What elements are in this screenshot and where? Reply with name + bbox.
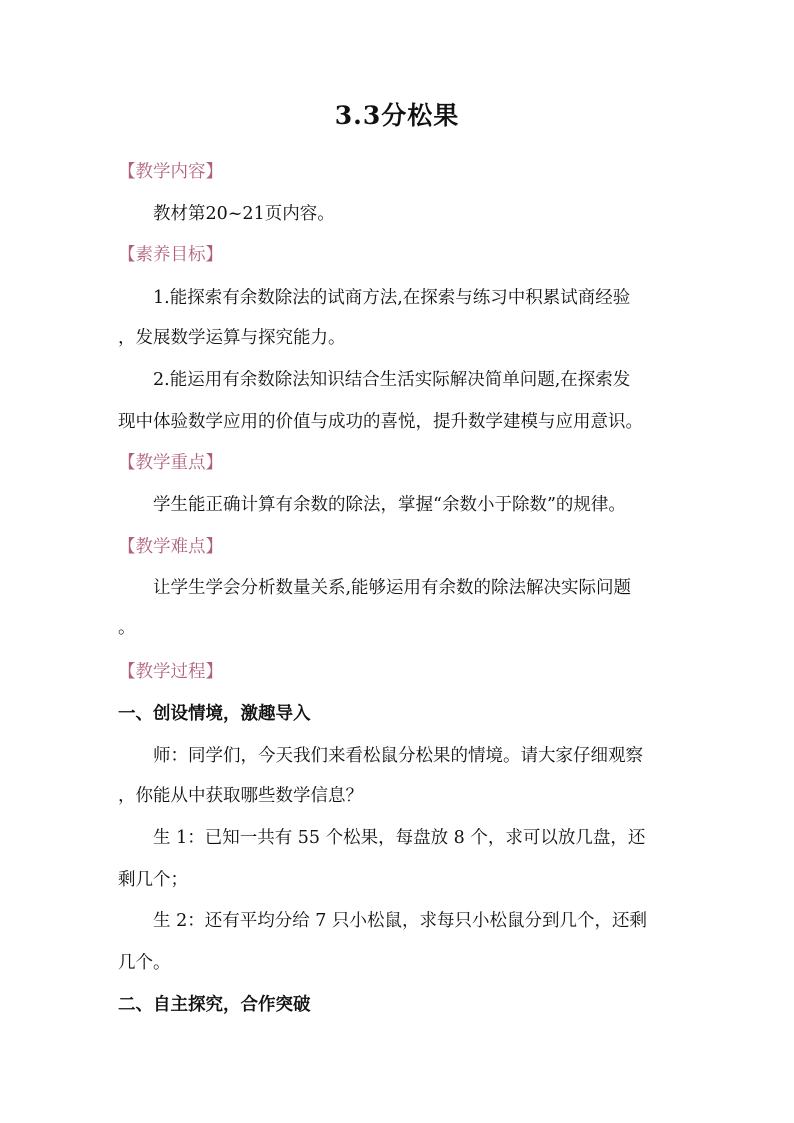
goal1-line1: 1.能探索有余数除法的试商方法,在探索与练习中积累试商经验 bbox=[153, 288, 631, 308]
goal1-line2: ，发展数学运算与探究能力。 bbox=[118, 328, 346, 348]
section-heading-key: 【教学重点】 bbox=[118, 453, 223, 473]
teacher-line2: ，你能从中获取哪些数学信息？ bbox=[118, 786, 363, 806]
student2-line1: 生 2：还有平均分给 7 只小松鼠，求每只小松鼠分到几个，还剩 bbox=[153, 911, 647, 931]
section-heading-content: 【教学内容】 bbox=[118, 162, 223, 182]
page-title: 3.3分松果 bbox=[334, 101, 460, 130]
goal2-line2: 现中体验数学应用的价值与成功的喜悦，提升数学建模与应用意识。 bbox=[118, 412, 643, 432]
section-heading-process: 【教学过程】 bbox=[118, 662, 223, 682]
student2-line2: 几个。 bbox=[118, 953, 171, 973]
difficulty-line1: 让学生学会分析数量关系,能够运用有余数的除法解决实际问题 bbox=[153, 578, 632, 598]
difficulty-line2: 。 bbox=[118, 618, 136, 638]
student1-line2: 剩几个； bbox=[118, 870, 188, 890]
content-text: 教材第20~21页内容。 bbox=[153, 204, 335, 224]
section-heading-difficulty: 【教学难点】 bbox=[118, 537, 223, 557]
part2-heading: 二、自主探究，合作突破 bbox=[118, 995, 311, 1015]
part1-heading: 一、创设情境，激趣导入 bbox=[118, 704, 311, 724]
key-text: 学生能正确计算有余数的除法，掌握“余数小于除数”的规律。 bbox=[153, 495, 626, 515]
section-heading-goals: 【素养目标】 bbox=[118, 245, 223, 265]
teacher-line1: 师：同学们，今天我们来看松鼠分松果的情境。请大家仔细观察 bbox=[153, 746, 643, 766]
student1-line1: 生 1：已知一共有 55 个松果，每盘放 8 个，求可以放几盘，还 bbox=[153, 828, 646, 848]
goal2-line1: 2.能运用有余数除法知识结合生活实际解决简单问题,在探索发 bbox=[153, 370, 631, 390]
